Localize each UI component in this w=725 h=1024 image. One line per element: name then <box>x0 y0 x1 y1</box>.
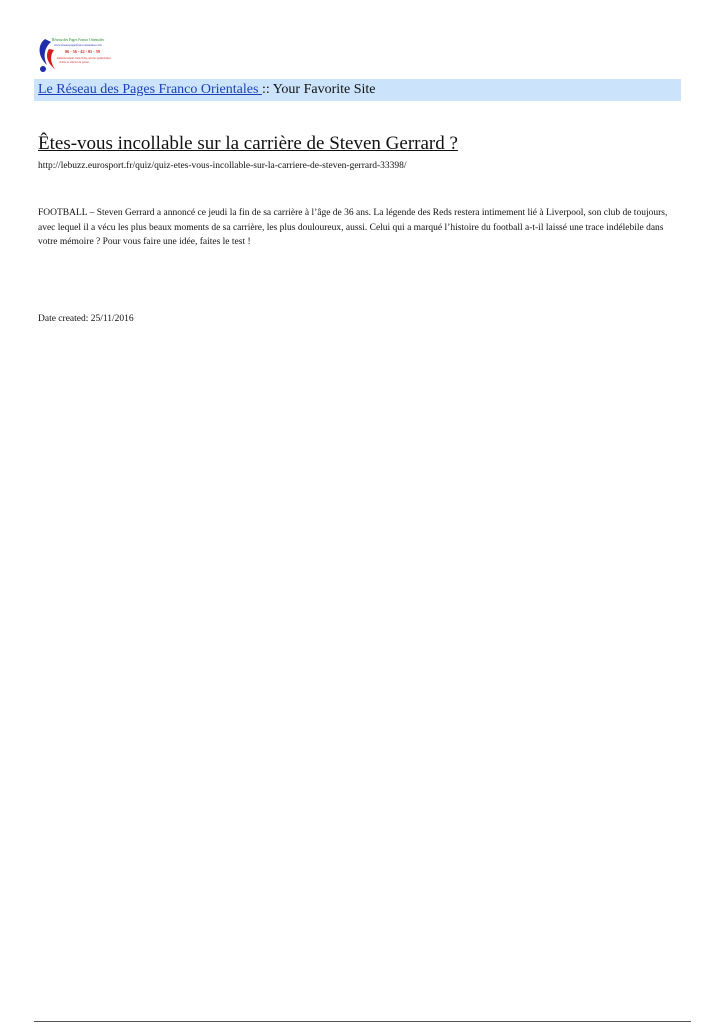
logo-phone: 06 - 56 - 42 - 05 - 59 <box>65 49 100 54</box>
site-header-bar <box>34 79 681 101</box>
site-home-link[interactable]: Le Réseau des Pages Franco Orientales <box>38 82 262 97</box>
article-title[interactable]: Êtes-vous incollable sur la carrière de Steven Gerrard ? <box>38 133 458 154</box>
footer-divider <box>34 1021 691 1022</box>
logo-line4: Référencement, liens WIA, articles publicitaires <box>57 57 111 60</box>
article-body: FOOTBALL – Steven Gerrard a annoncé ce jeudi la fin de sa carrière à l’âge de 36 ans. La légende des Reds restera intimement lié à Liverpool, son club de toujours, avec lequel il a vécu les plus beaux moments de sa carrière, les plus douloureux, aussi. Celui qui a marqué l’histoire du football a-t-il laissé une trace indélebile dans votre mémoire ? Pour vous faire une idée, faites le test ! <box>38 208 668 247</box>
site-tagline: Your Favorite Site <box>272 82 376 97</box>
header-separator: :: <box>261 82 273 97</box>
logo-swoosh-red-icon <box>47 49 55 69</box>
logo-line1: Réseau des Pages Franco Orientales <box>52 38 104 42</box>
date-created: Date created: 25/11/2016 <box>38 314 134 324</box>
logo-dot-icon <box>40 66 46 72</box>
logo-graphic <box>35 35 135 75</box>
logo-line5: vidéos et articles de presse. <box>59 61 90 64</box>
logo-line2: www.reseau.pagesfrancoorientales.com <box>54 43 102 47</box>
site-logo[interactable] <box>35 35 135 75</box>
article-source-url: http://lebuzz.eurosport.fr/quiz/quiz-etes-vous-incollable-sur-la-carriere-de-steven-gerrard-33398/ <box>38 161 407 171</box>
